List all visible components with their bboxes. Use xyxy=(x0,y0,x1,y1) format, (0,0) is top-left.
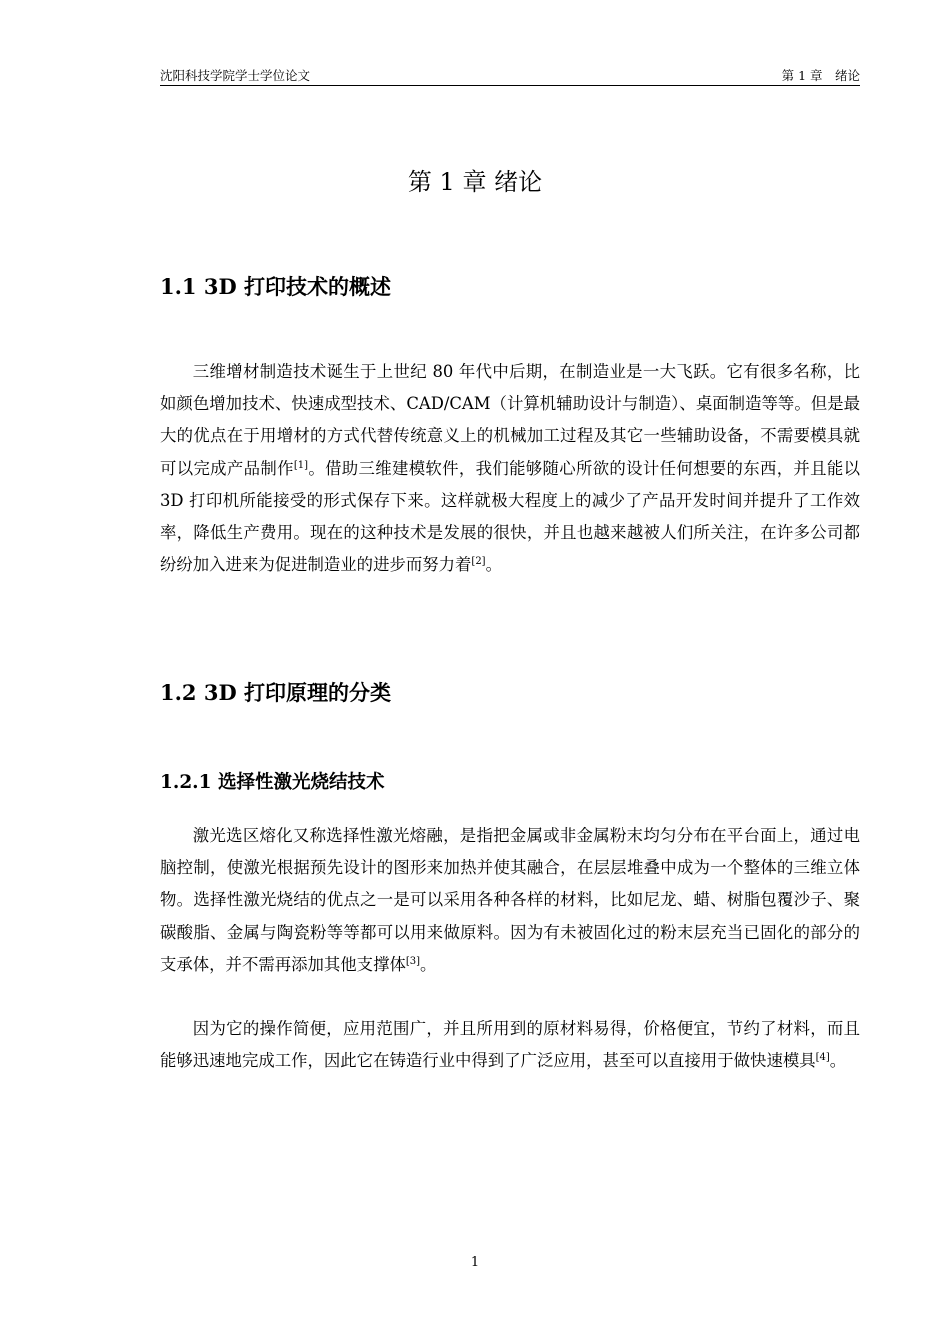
paragraph-text: 。 xyxy=(829,1051,847,1071)
paragraph-text: 。 xyxy=(420,954,437,974)
citation-1: [1] xyxy=(293,459,308,471)
section-1-2-1-paragraph-1 xyxy=(160,820,860,981)
section-1-1-heading: 1.1 3D 打印技术的概述 xyxy=(160,274,391,299)
chapter-title: 第 1 章 绪论 xyxy=(407,168,543,196)
citation-4: [4] xyxy=(815,1052,830,1064)
section-1-2-1-paragraph-2 xyxy=(160,1013,860,1077)
section-1-2-1-heading: 1.2.1 选择性激光烧结技术 xyxy=(160,772,385,793)
header-chapter-title: 第 1 章 绪论 xyxy=(781,68,860,83)
paragraph-text: 激光选区熔化又称选择性激光熔融，是指把金属或非金属粉末均匀分布在平台面上，通过电脑控制，使激光根据预先设计的图形来加热并使其融合，在层层堆叠中成为一个整体的三维立体物。选择性激光烧结的优点之一是可以采用各种各样的材料，比如尼龙、蜡、树脂包覆沙子、聚碳酸脂、金属与陶瓷粉等等都可以用来做原料。因为有未被固化过的粉末层充当已固化的部分的支承体，并不需再添加其他支撑体 xyxy=(160,826,860,974)
paragraph-text: 。 xyxy=(485,555,502,575)
section-1-2-heading: 1.2 3D 打印原理的分类 xyxy=(160,680,391,705)
header-university-title: 沈阳科技学院学士学位论文 xyxy=(160,68,311,83)
page-number: 1 xyxy=(470,1255,480,1270)
paragraph-text: 因为它的操作简便，应用范围广，并且所用到的原材料易得，价格便宜，节约了材料，而且能够迅速地完成工作，因此它在铸造行业中得到了广泛应用，甚至可以直接用于做快速模具 xyxy=(160,1019,860,1071)
paragraph-text: 。借助三维建模软件，我们能够随心所欲的设计任何想要的东西，并且能以 3D 打印机所能接受的形式保存下来。这样就极大程度上的减少了产品开发时间并提升了工作效率，降低生产费用。现在的这种技术是发展的很快，并且也越来越被人们所关注，在许多公司都纷纷加入进来为促进制造业的进步而努力着 xyxy=(160,458,861,575)
running-header xyxy=(160,66,860,86)
section-1-1-paragraph xyxy=(160,356,860,581)
citation-3: [3] xyxy=(405,955,421,967)
citation-2: [2] xyxy=(471,556,486,568)
paragraph-text: 三维增材制造技术诞生于上世纪 80 年代中后期，在制造业是一大飞跃。它有很多名称，比如颜色增加技术、快速成型技术、CAD/CAM（计算机辅助设计与制造）、桌面制造等等。但是最大的优点在于用增材的方式代替传统意义上的机械加工过程及其它一些辅助设备，不需要模具就可以完成产品制作 xyxy=(160,362,860,478)
